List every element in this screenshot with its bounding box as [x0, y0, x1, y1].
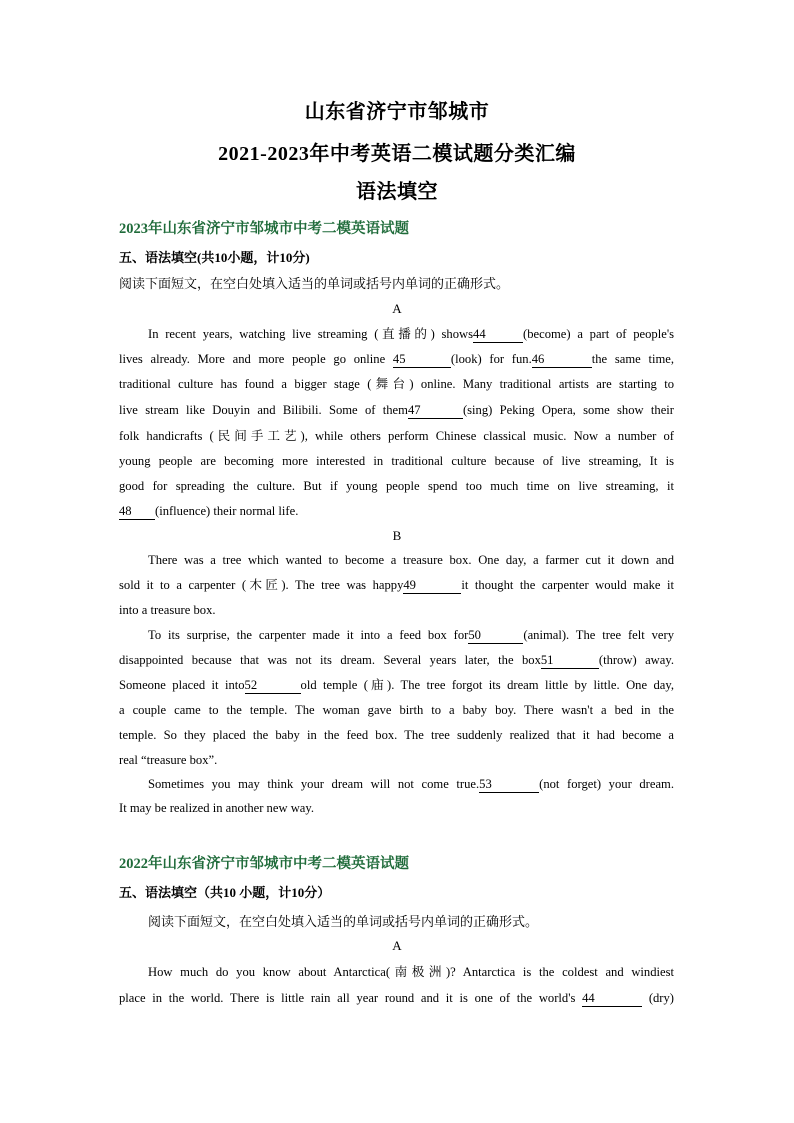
- blank-51[interactable]: 51: [541, 653, 599, 669]
- passage-a-line: [119, 499, 674, 524]
- passage-b-label: B: [392, 528, 402, 543]
- passage-b-line: [119, 648, 674, 673]
- passage-a-line: good for spreading the culture. But if young people spend too much time on live streaming, it: [119, 479, 674, 493]
- doc-title-main: 2021-2023年中考英语二模试题分类汇编: [218, 143, 576, 165]
- blank-46[interactable]: 46: [532, 352, 592, 368]
- passage-a-line: [119, 322, 674, 347]
- passage-b-line: into a treasure box.: [119, 603, 216, 617]
- section-2023-subheading: 五、语法填空(共10小题，计10分): [119, 250, 310, 265]
- text: disappointed because that was not its dream. Several years later, the box: [119, 653, 541, 667]
- text: lives already. More and more people go online: [119, 352, 386, 366]
- text: (sing) Peking Opera, some show their: [462, 403, 674, 417]
- passage-b-line: [119, 623, 674, 648]
- blank-48[interactable]: 48: [119, 504, 155, 520]
- section-2023-heading: 2023年山东省济宁市邹城市中考二模英语试题: [119, 221, 409, 237]
- text: In recent years, watching live streaming (直播的) shows: [148, 327, 474, 341]
- passage-a-line: [119, 398, 674, 423]
- text: place in the world. There is little rain all year round and it is one of the world's: [119, 991, 576, 1005]
- text: sold it to a carpenter (木匠). The tree was happy: [119, 578, 404, 592]
- text: (not forget) your dream.: [539, 777, 674, 791]
- section-2022-instructions: 阅读下面短文，在空白处填入适当的单词或括号内单词的正确形式。: [148, 914, 539, 929]
- passage-a-line: young people are becoming more interested in traditional culture because of live streaming, It is: [119, 454, 674, 468]
- text: (animal). The tree felt very: [523, 628, 674, 642]
- passage-b-line: It may be realized in another new way.: [119, 801, 314, 815]
- passage-b-line: temple. So they placed the baby in the feed box. The tree suddenly realized that it had become a: [119, 728, 674, 742]
- text: it thought the carpenter would make it: [461, 578, 674, 592]
- passage-a-line: folk handicrafts (民间手工艺), while others perform Chinese classical music. Now a number of: [119, 429, 674, 443]
- blank-47[interactable]: 47: [408, 403, 463, 419]
- passage-2022-a-line: [119, 986, 674, 1011]
- passage-b-line: [119, 573, 674, 598]
- section-2022-heading: 2022年山东省济宁市邹城市中考二模英语试题: [119, 856, 409, 872]
- passage-a-label: A: [392, 301, 402, 316]
- section-2022-subheading: 五、语法填空（共10 小题，计10分）: [119, 885, 331, 900]
- blank-50[interactable]: 50: [468, 628, 523, 644]
- doc-title-topic: 语法填空: [356, 181, 438, 203]
- blank-44[interactable]: 44: [473, 327, 523, 343]
- text: old temple (庙). The tree forgot its dream little by little. One day,: [300, 678, 674, 692]
- doc-title-region: 山东省济宁市邹城市: [304, 101, 490, 123]
- passage-b-line: There was a tree which wanted to become a treasure box. One day, a farmer cut it down and: [148, 553, 674, 567]
- blank-45[interactable]: 45: [393, 352, 451, 368]
- text: To its surprise, the carpenter made it into a feed box for: [148, 628, 469, 642]
- text: live stream like Douyin and Bilibili. Some of them: [119, 403, 408, 417]
- text: (look) for fun.: [450, 352, 532, 366]
- passage-2022-a-line: How much do you know about Antarctica(南极洲)? Antarctica is the coldest and windiest: [148, 965, 674, 979]
- section-2023-instructions: 阅读下面短文，在空白处填入适当的单词或括号内单词的正确形式。: [119, 276, 510, 291]
- passage-a-line: [119, 347, 674, 372]
- blank-2022-44[interactable]: 44: [582, 991, 642, 1007]
- text: Someone placed it into: [119, 678, 245, 692]
- text: the same time,: [591, 352, 674, 366]
- blank-53[interactable]: 53: [479, 777, 539, 793]
- text: (throw) away.: [598, 653, 674, 667]
- blank-52[interactable]: 52: [245, 678, 301, 694]
- passage-a-line: traditional culture has found a bigger stage (舞台) online. Many traditional artists are starting to: [119, 377, 674, 391]
- passage-b-line: [119, 673, 674, 698]
- text: (dry): [648, 991, 674, 1005]
- blank-49[interactable]: 49: [403, 578, 461, 594]
- passage-b-line: real “treasure box”.: [119, 753, 218, 767]
- text: Sometimes you may think your dream will not come true.: [148, 777, 480, 791]
- text: (influence) their normal life.: [155, 504, 299, 518]
- text: (become) a part of people's: [523, 327, 674, 341]
- passage-b-line: a couple came to the temple. The woman gave birth to a baby boy. There wasn't a bed in the: [119, 703, 674, 717]
- passage-b-line: [119, 772, 674, 797]
- passage-2022-a-label: A: [392, 938, 402, 953]
